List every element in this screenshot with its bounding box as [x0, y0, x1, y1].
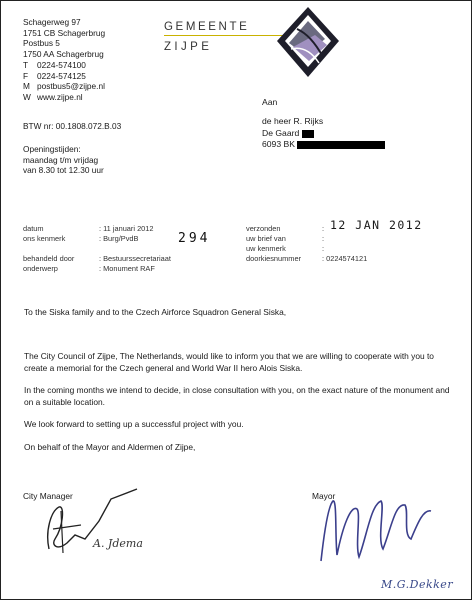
paragraph-4: On behalf of the Mayor and Aldermen of Zijpe, — [24, 442, 196, 452]
sender-address — [23, 17, 105, 103]
opening-hours — [23, 144, 104, 176]
redaction-bar — [297, 141, 385, 149]
opening-title: Openingstijden: — [23, 144, 81, 154]
paragraph-2: In the coming months we intend to decide, in close consultation with you, on the exact nature of the monument and on a suitable location. — [24, 385, 450, 407]
sender-phone — [23, 60, 105, 71]
mayor-name: M.G.Dekker — [381, 578, 454, 591]
mayor-signature-icon — [311, 465, 451, 575]
onderwerp-value: : Monument RAF — [99, 264, 155, 273]
recipient-address — [262, 97, 385, 151]
phone-key: T — [23, 59, 29, 70]
doorkies-label: doorkiesnummer — [246, 254, 302, 263]
web-address: www.zijpe.nl — [37, 91, 83, 102]
letter-greeting: To the Siska family and to the Czech Airforce Squadron General Siska, — [24, 307, 287, 317]
doorkies-value: : 0224574121 — [322, 254, 368, 263]
municipality-logo-icon — [275, 5, 341, 79]
verzonden-label: verzonden — [246, 224, 281, 233]
sender-pobox: Postbus 5 — [23, 38, 60, 49]
redaction-bar — [302, 130, 314, 138]
uwbrief-value: : — [322, 234, 325, 243]
sender-fax — [23, 71, 105, 82]
kenmerk-label: ons kenmerk — [23, 234, 66, 243]
city-manager-name: A. Jdema — [93, 537, 143, 550]
recipient-street: De Gaard — [262, 127, 300, 138]
onderwerp-label: onderwerp — [23, 264, 58, 273]
recipient-salutation: Aan — [262, 97, 278, 107]
city-manager-label: City Manager — [23, 491, 73, 501]
paragraph-1: The City Council of Zijpe, The Netherlands, would like to inform you that we are willing to cooperate with you to create a memorial for the Czech general and World War II hero Alois Siska. — [24, 351, 434, 373]
recipient-street-line — [262, 128, 385, 139]
uwkenmerk-label: uw kenmerk — [246, 244, 286, 253]
mail-key: M — [23, 81, 30, 92]
paragraph-3: We look forward to setting up a successful project with you. — [24, 419, 244, 429]
mail-address: postbus5@zijpe.nl — [37, 81, 105, 92]
city-manager-signature-icon — [41, 481, 161, 571]
opening-time: van 8.30 tot 12.30 uur — [23, 165, 104, 176]
fax-number: 0224-574125 — [37, 70, 86, 81]
logo-text-zijpe: ZIJPE — [164, 41, 213, 53]
web-key: W — [23, 91, 31, 102]
behandeld-label: behandeld door — [23, 254, 75, 263]
sender-mail — [23, 81, 105, 92]
datum-value: : 11 januari 2012 — [99, 224, 154, 233]
kenmerk-value: : Burg/PvdB — [99, 234, 139, 243]
datum-label: datum — [23, 224, 44, 233]
sender-pobox-city: 1750 AA Schagerbrug — [23, 49, 104, 60]
sender-street: Schagerweg 97 — [23, 17, 81, 27]
sender-web — [23, 92, 105, 103]
opening-days: maandag t/m vrijdag — [23, 154, 99, 165]
reference-number: 294 — [178, 231, 211, 246]
btw-number: BTW nr: 00.1808.072.B.03 — [23, 121, 122, 131]
fax-key: F — [23, 70, 29, 81]
uwbrief-label: uw brief van — [246, 234, 286, 243]
sender-city: 1751 CB Schagerbrug — [23, 27, 106, 38]
uwkenmerk-value: : — [322, 244, 325, 253]
recipient-name: de heer R. Rijks — [262, 116, 324, 127]
date-stamp: 12 JAN 2012 — [330, 218, 423, 232]
verzonden-value: : — [322, 224, 325, 233]
recipient-postcode-line — [262, 139, 385, 150]
recipient-postcode: 6093 BK — [262, 139, 295, 150]
behandeld-value: : Bestuurssecretariaat — [99, 254, 171, 263]
logo-text-gemeente: GEMEENTE — [164, 21, 250, 33]
mayor-label: Mayor — [312, 491, 336, 501]
phone-number: 0224-574100 — [37, 59, 86, 70]
